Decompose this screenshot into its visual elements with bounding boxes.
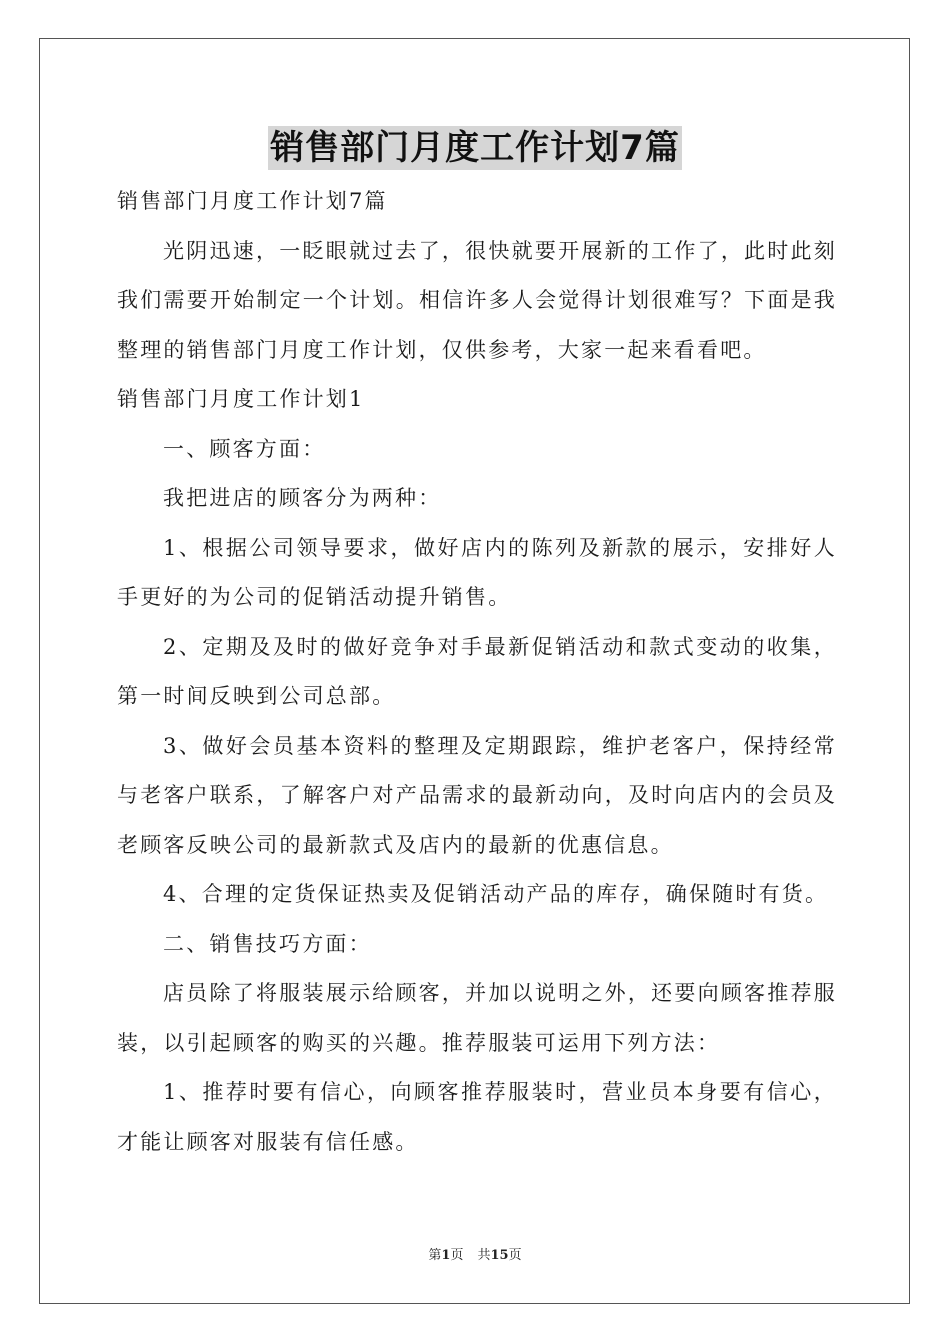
footer-total-prefix: 共 <box>477 1248 491 1263</box>
body-paragraph: 3、做好会员基本资料的整理及定期跟踪，维护老客户，保持经常与老客户联系，了解客户对产品需求的最新动向，及时向店内的会员及老顾客反映公司的最新款式及店内的最新的优惠信息。 <box>117 733 837 857</box>
body-paragraph: 光阴迅速，一眨眼就过去了，很快就要开展新的工作了，此时此刻我们需要开始制定一个计划。相信许多人会觉得计划很难写？下面是我整理的销售部门月度工作计划，仅供参考，大家一起来看看吧。 <box>117 238 837 362</box>
body-paragraph: 二、销售技巧方面： <box>163 931 372 956</box>
body-paragraph: 4、合理的定货保证热卖及促销活动产品的库存，确保随时有货。 <box>163 882 829 906</box>
footer-page-prefix: 第 <box>428 1248 442 1263</box>
body-paragraph: 销售部门月度工作计划1 <box>117 387 365 411</box>
title-area <box>0 126 950 170</box>
body-paragraph: 我把进店的顾客分为两种： <box>163 486 442 510</box>
body-paragraph: 1、推荐时要有信心，向顾客推荐服装时，营业员本身要有信心，才能让顾客对服装有信任感。 <box>117 1080 837 1154</box>
body-paragraph: 一、顾客方面： <box>163 436 326 461</box>
footer-page-suffix: 页 <box>450 1248 464 1263</box>
document-subtitle: 销售部门月度工作计划7篇 <box>117 189 388 213</box>
body-paragraph: 2、定期及及时的做好竞争对手最新促销活动和款式变动的收集，第一时间反映到公司总部。 <box>117 634 837 708</box>
body-paragraph: 1、根据公司领导要求，做好店内的陈列及新款的展示，安排好人手更好的为公司的促销活动提升销售。 <box>117 535 837 609</box>
page-footer <box>0 1247 950 1265</box>
document-body <box>117 177 837 1167</box>
footer-total-suffix: 页 <box>508 1248 522 1263</box>
body-paragraph: 店员除了将服装展示给顾客，并加以说明之外，还要向顾客推荐服装，以引起顾客的购买的兴趣。推荐服装可运用下列方法： <box>117 981 837 1055</box>
document-title: 销售部门月度工作计划7篇 <box>270 128 680 168</box>
footer-current-page: 1 <box>441 1248 451 1263</box>
footer-total-pages: 15 <box>490 1248 509 1263</box>
